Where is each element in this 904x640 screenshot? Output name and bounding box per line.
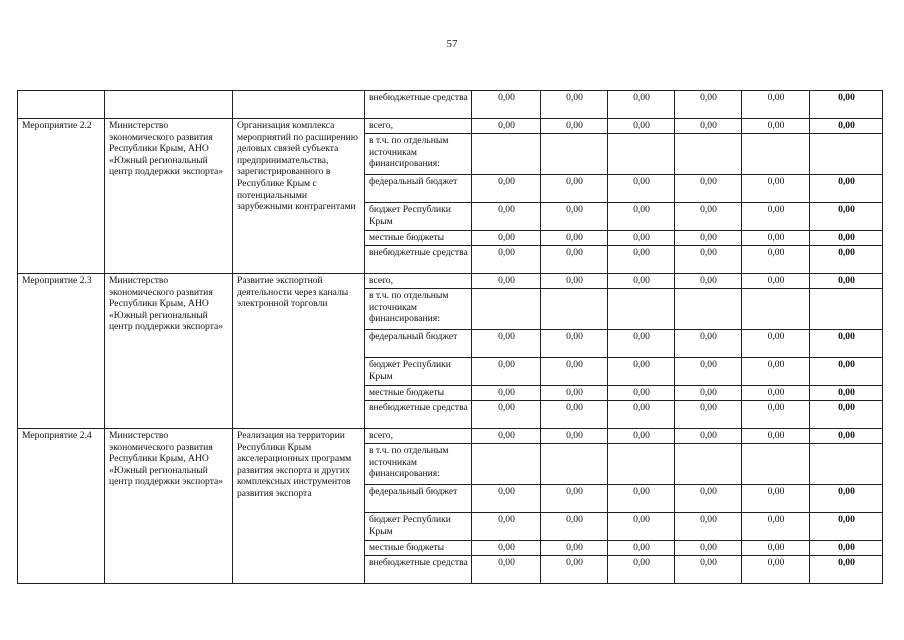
source-cell: местные бюджеты — [365, 386, 472, 401]
value-cell: 0,00 — [541, 541, 608, 556]
value-cell: 0,00 — [675, 541, 742, 556]
value-cell: 0,00 — [675, 274, 742, 289]
value-cell: 0,00 — [742, 556, 810, 584]
source-cell: внебюджетные средства — [365, 91, 472, 119]
value-cell: 0,00 — [742, 246, 810, 274]
value-cell — [541, 134, 608, 175]
value-cell: 0,00 — [742, 91, 810, 119]
value-cell: 0,00 — [472, 175, 541, 203]
value-cell: 0,00 — [472, 246, 541, 274]
value-cell: 0,00 — [810, 274, 883, 289]
value-cell: 0,00 — [541, 119, 608, 134]
measure-id: Мероприятие 2.3 — [18, 274, 105, 429]
table-row — [18, 119, 883, 134]
source-cell: бюджет Республики Крым — [365, 358, 472, 386]
value-cell: 0,00 — [608, 175, 675, 203]
source-cell: федеральный бюджет — [365, 175, 472, 203]
source-cell: внебюджетные средства — [365, 556, 472, 584]
value-cell: 0,00 — [810, 513, 883, 541]
value-cell: 0,00 — [472, 91, 541, 119]
value-cell: 0,00 — [472, 203, 541, 231]
value-cell: 0,00 — [608, 429, 675, 444]
value-cell: 0,00 — [742, 274, 810, 289]
source-cell: в т.ч. по отдельным источникам финансирования: — [365, 134, 472, 175]
value-cell: 0,00 — [742, 429, 810, 444]
measure-id: Мероприятие 2.2 — [18, 119, 105, 274]
value-cell: 0,00 — [675, 119, 742, 134]
value-cell: 0,00 — [675, 91, 742, 119]
executor-cell: Министерство экономического развития Республики Крым, АНО «Южный региональный центр поддержки экспорта» — [105, 429, 233, 584]
value-cell: 0,00 — [675, 485, 742, 513]
value-cell: 0,00 — [541, 485, 608, 513]
value-cell: 0,00 — [541, 513, 608, 541]
value-cell: 0,00 — [608, 513, 675, 541]
source-cell: всего, — [365, 119, 472, 134]
value-cell: 0,00 — [608, 231, 675, 246]
value-cell: 0,00 — [472, 231, 541, 246]
value-cell: 0,00 — [742, 513, 810, 541]
value-cell: 0,00 — [472, 274, 541, 289]
value-cell: 0,00 — [608, 274, 675, 289]
value-cell: 0,00 — [810, 246, 883, 274]
value-cell — [742, 134, 810, 175]
value-cell: 0,00 — [810, 330, 883, 358]
value-cell: 0,00 — [810, 386, 883, 401]
value-cell: 0,00 — [472, 119, 541, 134]
value-cell — [541, 289, 608, 330]
value-cell: 0,00 — [742, 485, 810, 513]
value-cell: 0,00 — [472, 358, 541, 386]
measure-id: Мероприятие 2.4 — [18, 429, 105, 584]
value-cell: 0,00 — [472, 401, 541, 429]
value-cell: 0,00 — [810, 203, 883, 231]
value-cell: 0,00 — [608, 541, 675, 556]
value-cell — [608, 444, 675, 485]
value-cell: 0,00 — [541, 246, 608, 274]
value-cell: 0,00 — [472, 556, 541, 584]
value-cell: 0,00 — [608, 386, 675, 401]
value-cell: 0,00 — [742, 541, 810, 556]
table-row — [18, 274, 883, 289]
value-cell: 0,00 — [810, 401, 883, 429]
description-cell: Развитие экспортной деятельности через каналы электронной торговли — [233, 274, 365, 429]
source-cell: федеральный бюджет — [365, 485, 472, 513]
value-cell: 0,00 — [541, 556, 608, 584]
source-cell: бюджет Республики Крым — [365, 203, 472, 231]
value-cell: 0,00 — [675, 203, 742, 231]
value-cell: 0,00 — [810, 175, 883, 203]
source-cell: местные бюджеты — [365, 231, 472, 246]
value-cell — [810, 134, 883, 175]
value-cell: 0,00 — [675, 231, 742, 246]
value-cell — [608, 289, 675, 330]
value-cell: 0,00 — [608, 556, 675, 584]
source-cell: внебюджетные средства — [365, 401, 472, 429]
source-cell: местные бюджеты — [365, 541, 472, 556]
value-cell: 0,00 — [675, 175, 742, 203]
value-cell: 0,00 — [541, 401, 608, 429]
value-cell — [810, 444, 883, 485]
value-cell: 0,00 — [472, 541, 541, 556]
value-cell: 0,00 — [675, 513, 742, 541]
source-cell: бюджет Республики Крым — [365, 513, 472, 541]
value-cell — [472, 289, 541, 330]
source-cell: всего, — [365, 429, 472, 444]
value-cell: 0,00 — [810, 429, 883, 444]
value-cell: 0,00 — [675, 429, 742, 444]
description-cell: Реализация на территории Республики Крым акселерационных программ развития экспорта и других комплексных инструментов развития экспорта — [233, 429, 365, 584]
page-number: 57 — [446, 38, 458, 50]
value-cell: 0,00 — [472, 485, 541, 513]
source-cell: в т.ч. по отдельным источникам финансирования: — [365, 444, 472, 485]
value-cell — [810, 289, 883, 330]
value-cell: 0,00 — [742, 358, 810, 386]
value-cell: 0,00 — [742, 203, 810, 231]
table-row — [18, 91, 883, 119]
value-cell: 0,00 — [810, 119, 883, 134]
value-cell: 0,00 — [742, 386, 810, 401]
value-cell: 0,00 — [810, 485, 883, 513]
value-cell: 0,00 — [541, 274, 608, 289]
value-cell: 0,00 — [472, 513, 541, 541]
source-cell: в т.ч. по отдельным источникам финансирования: — [365, 289, 472, 330]
value-cell: 0,00 — [541, 330, 608, 358]
value-cell: 0,00 — [608, 246, 675, 274]
value-cell: 0,00 — [608, 401, 675, 429]
source-cell: федеральный бюджет — [365, 330, 472, 358]
value-cell: 0,00 — [608, 330, 675, 358]
value-cell: 0,00 — [742, 175, 810, 203]
value-cell — [472, 444, 541, 485]
table-row — [18, 429, 883, 444]
value-cell: 0,00 — [472, 429, 541, 444]
value-cell: 0,00 — [608, 91, 675, 119]
value-cell: 0,00 — [675, 556, 742, 584]
value-cell: 0,00 — [675, 386, 742, 401]
value-cell: 0,00 — [608, 119, 675, 134]
value-cell: 0,00 — [742, 119, 810, 134]
value-cell: 0,00 — [742, 231, 810, 246]
value-cell: 0,00 — [541, 386, 608, 401]
value-cell: 0,00 — [810, 231, 883, 246]
description-cell — [233, 91, 365, 119]
value-cell: 0,00 — [810, 358, 883, 386]
value-cell: 0,00 — [472, 386, 541, 401]
executor-cell: Министерство экономического развития Республики Крым, АНО «Южный региональный центр поддержки экспорта» — [105, 274, 233, 429]
value-cell: 0,00 — [810, 91, 883, 119]
value-cell: 0,00 — [675, 401, 742, 429]
value-cell: 0,00 — [541, 231, 608, 246]
value-cell: 0,00 — [675, 330, 742, 358]
measure-cell — [18, 91, 105, 119]
value-cell: 0,00 — [608, 485, 675, 513]
value-cell: 0,00 — [742, 330, 810, 358]
value-cell — [472, 134, 541, 175]
value-cell — [608, 134, 675, 175]
value-cell — [742, 289, 810, 330]
description-cell: Организация комплекса мероприятий по расширению деловых связей субъекта предпринимательства, зарегистрированного в Республике Крым с потенциальными зарубежными контрагентами — [233, 119, 365, 274]
executor-cell — [105, 91, 233, 119]
source-cell: всего, — [365, 274, 472, 289]
value-cell: 0,00 — [541, 429, 608, 444]
value-cell: 0,00 — [541, 203, 608, 231]
value-cell — [675, 289, 742, 330]
value-cell — [541, 444, 608, 485]
value-cell: 0,00 — [541, 91, 608, 119]
source-cell: внебюджетные средства — [365, 246, 472, 274]
value-cell: 0,00 — [810, 541, 883, 556]
value-cell: 0,00 — [810, 556, 883, 584]
value-cell — [675, 134, 742, 175]
value-cell: 0,00 — [675, 358, 742, 386]
value-cell: 0,00 — [541, 358, 608, 386]
value-cell: 0,00 — [472, 330, 541, 358]
value-cell — [675, 444, 742, 485]
value-cell: 0,00 — [608, 203, 675, 231]
funding-table — [17, 90, 883, 584]
value-cell: 0,00 — [608, 358, 675, 386]
executor-cell: Министерство экономического развития Республики Крым, АНО «Южный региональный центр поддержки экспорта» — [105, 119, 233, 274]
value-cell — [742, 444, 810, 485]
value-cell: 0,00 — [742, 401, 810, 429]
value-cell: 0,00 — [675, 246, 742, 274]
value-cell: 0,00 — [541, 175, 608, 203]
